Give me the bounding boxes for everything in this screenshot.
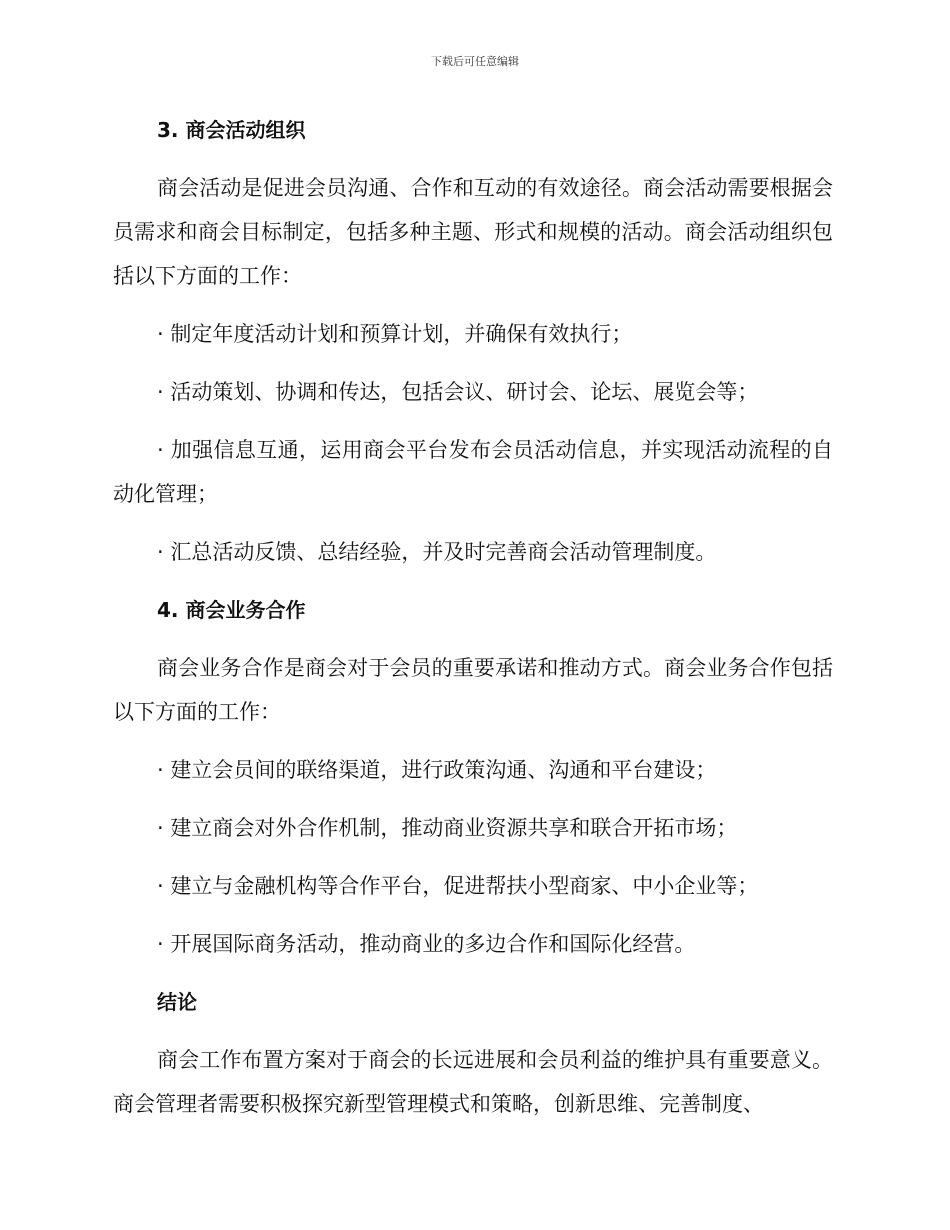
section-intro-activities: 商会活动是促进会员沟通、合作和互动的有效途径。商会活动需要根据会员需求和商会目标制定，包括多种主题、形式和规模的活动。商会活动组织包括以下方面的工作： bbox=[113, 176, 833, 288]
list-item: · 建立与金融机构等合作平台，促进帮扶小型商家、中小企业等； bbox=[157, 874, 759, 898]
document-body bbox=[113, 108, 833, 1140]
list-item: · 汇总活动反馈、总结经验，并及时完善商会活动管理制度。 bbox=[157, 540, 717, 564]
section-heading-activities: 3. 商会活动组织 bbox=[157, 118, 306, 142]
list-item: · 建立会员间的联络渠道，进行政策沟通、沟通和平台建设； bbox=[157, 758, 717, 782]
list-item: · 开展国际商务活动，推动商业的多边合作和国际化经营。 bbox=[157, 932, 696, 956]
list-item: · 建立商会对外合作机制，推动商业资源共享和联合开拓市场； bbox=[157, 816, 738, 840]
list-item: · 制定年度活动计划和预算计划，并确保有效执行； bbox=[157, 322, 633, 346]
conclusion-text: 商会工作布置方案对于商会的长远进展和会员利益的维护具有重要意义。商会管理者需要积极探究新型管理模式和策略，创新思维、完善制度、 bbox=[113, 1048, 833, 1116]
conclusion-heading: 结论 bbox=[157, 990, 197, 1014]
section-heading-cooperation: 4. 商会业务合作 bbox=[157, 598, 306, 622]
page-header: 下载后可任意编辑 bbox=[431, 55, 519, 68]
list-item: · 加强信息互通，运用商会平台发布会员活动信息，并实现活动流程的自动化管理； bbox=[113, 438, 833, 506]
list-item: · 活动策划、协调和传达，包括会议、研讨会、论坛、展览会等； bbox=[157, 380, 759, 404]
section-intro-cooperation: 商会业务合作是商会对于会员的重要承诺和推动方式。商会业务合作包括以下方面的工作： bbox=[113, 656, 833, 724]
